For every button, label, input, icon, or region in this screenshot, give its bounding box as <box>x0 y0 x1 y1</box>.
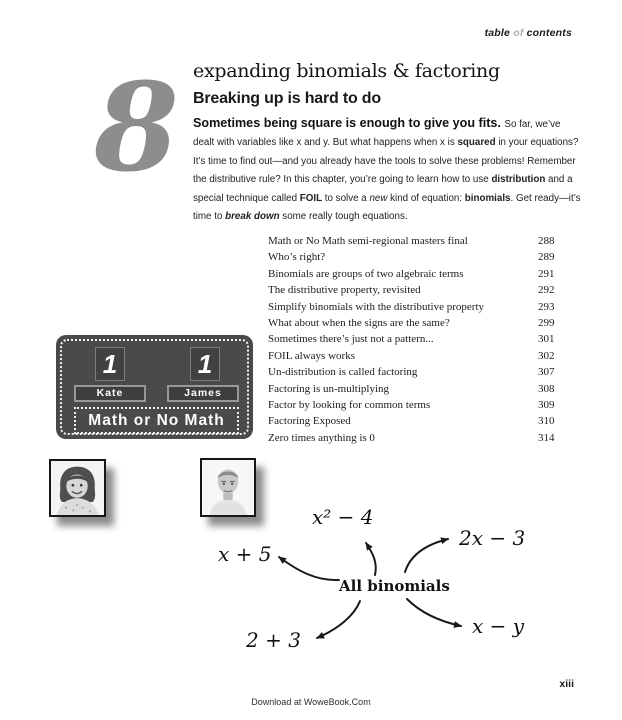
intro-segment: some really tough equations. <box>279 211 408 223</box>
toc-row <box>268 249 572 265</box>
toc-row <box>268 266 572 282</box>
intro-segment: Sometimes being square is enough to give you fits. <box>193 116 505 130</box>
scoreboard-left-name: Kate <box>74 385 146 402</box>
toc-entry-page: 301 <box>538 333 555 346</box>
toc-entry-title: Un-distribution is called factoring <box>268 366 418 379</box>
toc-entry-title: Who’s right? <box>268 251 326 264</box>
page-number: xiii <box>559 678 574 690</box>
james-portrait-image <box>202 460 254 515</box>
running-header <box>485 27 572 39</box>
binomial-x-squared-minus-4: x² − 4 <box>312 505 374 529</box>
intro-segment: So far, we’ve dealt with variables like x and y. But what happens when x is <box>193 119 561 149</box>
toc-entry-title: What about when the signs are the same? <box>268 316 450 329</box>
binomial-2x-minus-3: 2x − 3 <box>459 526 526 550</box>
intro-segment: binomials <box>464 192 511 204</box>
toc-list <box>268 233 572 446</box>
intro-segment: FOIL <box>299 192 323 204</box>
running-header-of: of <box>513 27 524 39</box>
intro-segment: kind of equation: <box>387 192 465 204</box>
toc-row <box>268 430 572 446</box>
toc-row <box>268 413 572 429</box>
toc-row <box>268 348 572 364</box>
toc-entry-page: 293 <box>538 300 555 313</box>
intro-segment: break down <box>225 211 280 223</box>
chapter-heading: Breaking up is hard to do <box>193 90 381 107</box>
toc-entry-title: Zero times anything is 0 <box>268 431 375 444</box>
running-header-table: table <box>484 27 511 39</box>
toc-row <box>268 299 572 315</box>
scoreboard-right-name: James <box>167 385 239 402</box>
toc-entry-page: 291 <box>538 267 555 280</box>
toc-entry-title: FOIL always works <box>268 349 355 362</box>
scoreboard-dotted-frame <box>60 339 249 435</box>
toc-entry-page: 299 <box>538 316 555 329</box>
intro-segment: new <box>369 192 388 204</box>
toc-row <box>268 315 572 331</box>
scoreboard <box>56 335 253 439</box>
toc-row <box>268 233 572 249</box>
toc-row <box>268 364 572 380</box>
intro-segment: . Get ready—it’s time to <box>193 192 581 223</box>
intro-segment: to solve a <box>322 192 370 204</box>
binomial-2-plus-3: 2 + 3 <box>246 628 301 652</box>
download-note: Download at WoweBook.Com <box>251 697 371 707</box>
scoreboard-title: Math or No Math <box>74 407 239 434</box>
toc-entry-title: Sometimes there’s just not a pattern... <box>268 333 434 346</box>
toc-entry-page: 309 <box>538 398 555 411</box>
chapter-intro <box>193 114 583 226</box>
intro-segment: in your equations? It’s time to find out—and you already have the tools to solve these problems! Remember the distributive rule? In this chapter, you’re going to learn how to use <box>193 137 579 186</box>
toc-entry-title: Math or No Math semi-regional masters final <box>268 235 468 247</box>
toc-entry-page: 289 <box>538 251 555 264</box>
toc-entry-page: 302 <box>538 349 555 362</box>
toc-entry-title: Factor by looking for common terms <box>268 398 431 411</box>
toc-entry-page: 307 <box>538 366 555 379</box>
intro-segment: squared <box>457 137 496 149</box>
intro-segment: and a special technique called <box>193 174 573 204</box>
toc-entry-page: 308 <box>538 382 555 395</box>
toc-entry-page: 310 <box>538 415 555 428</box>
binomial-x-minus-y: x − y <box>472 614 525 638</box>
kate-photo <box>49 459 106 517</box>
binomial-x-plus-5: x + 5 <box>218 542 272 566</box>
toc-entry-page: 292 <box>538 284 555 297</box>
toc-entry-title: The distributive property, revisited <box>268 284 421 297</box>
toc-row <box>268 397 572 413</box>
toc-entry-title: Factoring is un-multiplying <box>268 382 389 395</box>
kate-portrait-image <box>51 461 104 515</box>
intro-segment: distribution <box>491 174 546 186</box>
toc-row <box>268 282 572 298</box>
toc-entry-page: 314 <box>538 431 555 444</box>
toc-row <box>268 381 572 397</box>
toc-entry-title: Simplify binomials with the distributive property <box>268 300 485 313</box>
james-photo <box>200 458 256 517</box>
scoreboard-right-score: 1 <box>190 347 220 381</box>
all-binomials-label: All binomials <box>339 577 450 595</box>
toc-row <box>268 331 572 347</box>
chapter-number: 8 <box>94 55 179 199</box>
toc-entry-title: Binomials are groups of two algebraic terms <box>268 267 464 280</box>
toc-entry-page: 288 <box>538 235 555 247</box>
chapter-title: expanding binomials & factoring <box>193 60 500 82</box>
toc-entry-title: Factoring Exposed <box>268 415 351 428</box>
scoreboard-left-score: 1 <box>95 347 125 381</box>
running-header-contents: contents <box>526 27 572 39</box>
